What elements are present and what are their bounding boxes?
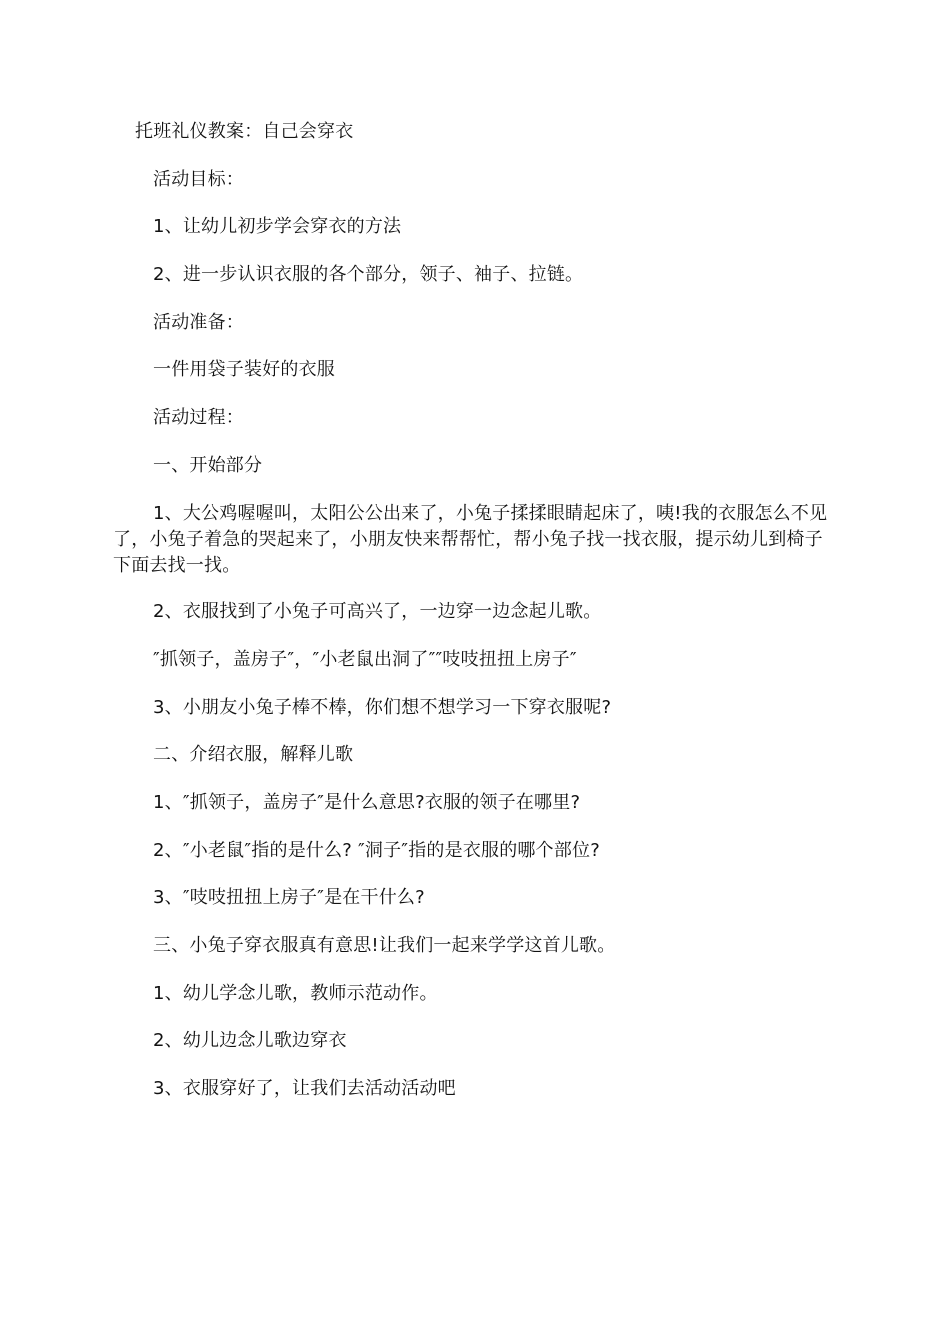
explain-item-1: 1、″抓领子，盖房子″是什么意思?衣服的领子在哪里? xyxy=(153,792,581,813)
explain-item-3: 3、″吱吱扭扭上房子″是在干什么? xyxy=(153,887,425,908)
practice-item-1: 1、幼儿学念儿歌，教师示范动作。 xyxy=(153,983,438,1004)
section-heading-goals: 活动目标： xyxy=(153,169,244,190)
process-item-2: 2、衣服找到了小兔子可高兴了，一边穿一边念起儿歌。 xyxy=(153,601,602,622)
part-heading-1: 一、开始部分 xyxy=(153,455,263,476)
preparation-item: 一件用袋子装好的衣服 xyxy=(153,359,335,380)
process-item-3: 3、小朋友小兔子棒不棒，你们想不想学习一下穿衣服呢? xyxy=(153,697,612,718)
goal-item-2: 2、进一步认识衣服的各个部分，领子、袖子、拉链。 xyxy=(153,264,584,285)
explain-item-2: 2、″小老鼠″指的是什么? ″洞子″指的是衣服的哪个部位? xyxy=(153,840,600,861)
practice-item-2: 2、幼儿边念儿歌边穿衣 xyxy=(153,1030,347,1051)
part-heading-2: 二、介绍衣服，解释儿歌 xyxy=(153,744,354,765)
goal-item-1: 1、让幼儿初步学会穿衣的方法 xyxy=(153,216,402,237)
section-heading-process: 活动过程： xyxy=(153,407,244,428)
nursery-rhyme: ″抓领子，盖房子″，″小老鼠出洞了″″吱吱扭扭上房子″ xyxy=(153,649,577,670)
section-heading-preparation: 活动准备： xyxy=(153,312,244,333)
process-paragraph-1: 1、大公鸡喔喔叫，太阳公公出来了，小兔子揉揉眼睛起床了，咦!我的衣服怎么不见了，小兔子着急的哭起来了，小朋友快来帮帮忙，帮小兔子找一找衣服，提示幼儿到椅子下面去找一找。 xyxy=(113,503,828,576)
practice-item-3: 3、衣服穿好了，让我们去活动活动吧 xyxy=(153,1078,456,1099)
document-title: 托班礼仪教案：自己会穿衣 xyxy=(135,121,354,142)
part-heading-3: 三、小兔子穿衣服真有意思!让我们一起来学学这首儿歌。 xyxy=(153,935,616,956)
